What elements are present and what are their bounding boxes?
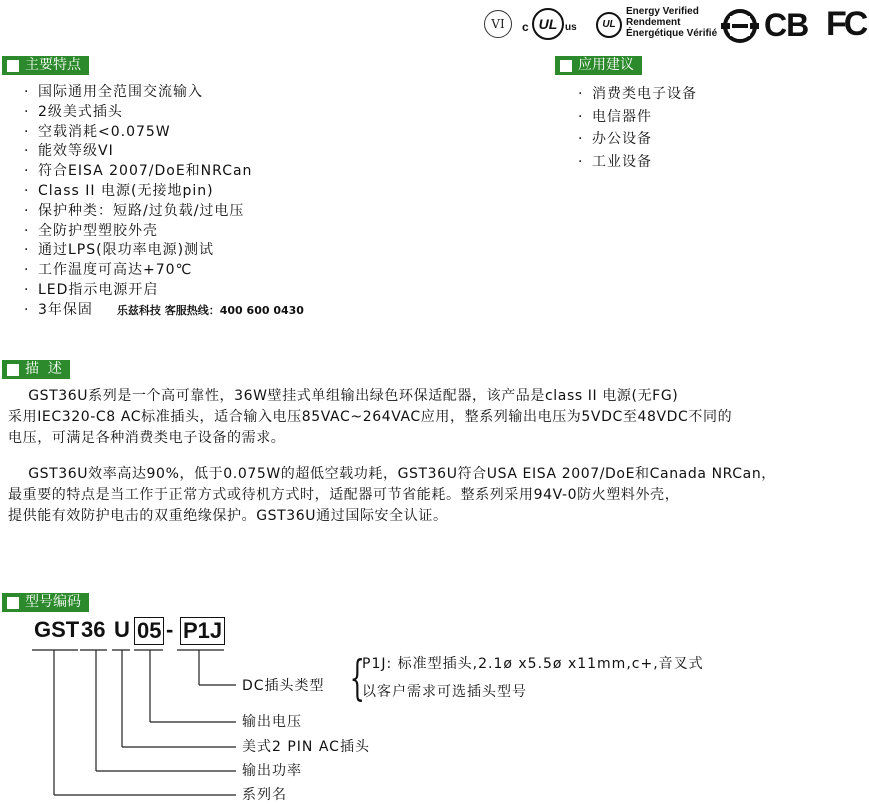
model-part-plug: U (114, 617, 130, 642)
feature-item: · LED指示电源开启 (24, 281, 159, 298)
ul-mark-logo (594, 8, 624, 38)
label-ac-plug: 美式2 PIN AC插头 (242, 739, 370, 755)
features-heading-label: 主要特点 (25, 57, 81, 73)
label-dc-plug-type: DC插头类型 (242, 678, 325, 694)
fcc-logo: FC (826, 5, 866, 43)
model-part-power: 36 (81, 617, 106, 642)
application-item: · 消费类电子设备 (578, 86, 697, 102)
model-heading-label: 型号编码 (25, 594, 81, 610)
features-heading (2, 56, 89, 75)
label-series-name: 系列名 (242, 787, 287, 803)
description-line: GST36U效率高达90%，低于0.075W的超低空载功耗，GST36U符合USA EISA 2007/DoE和Canada NRCan， (8, 466, 776, 482)
cb-logo: CB (764, 7, 809, 43)
feature-item: · Class II 电源(无接地pin) (24, 182, 214, 199)
cul-us-logo (522, 8, 588, 38)
energy-line-2: Rendement (626, 17, 681, 28)
applications-list (578, 83, 697, 173)
applications-heading (555, 56, 642, 75)
description-line: 提供能有效防护电击的双重绝缘保护。GST36U通过国际安全认证。 (8, 508, 448, 524)
application-item: · 电信器件 (578, 108, 652, 125)
feature-item: · 3年保固 乐兹科技 客服热线：400 600 0430 (24, 301, 304, 318)
feature-item: · 通过LPS(限功率电源)测试 (24, 242, 215, 259)
feature-item: · 2级美式插头 (24, 103, 123, 120)
description-line: 电压，可满足各种消费类电子设备的需求。 (8, 430, 286, 446)
description-paragraph-1 (8, 386, 858, 449)
feature-item: · 工作温度可高达+70℃ (24, 262, 193, 279)
feature-item: · 保护种类：短路/过负载/过电压 (24, 202, 245, 219)
cul-c-text: c (522, 20, 529, 34)
applications-heading-label: 应用建议 (578, 57, 634, 73)
heading-square-icon (7, 364, 19, 376)
energy-verified-logo (626, 6, 722, 50)
model-code-connector-lines (0, 640, 360, 807)
model-part-dash: - (166, 617, 174, 642)
vi-efficiency-logo: VI (484, 10, 512, 38)
application-item: · 工业设备 (578, 153, 652, 170)
ul-small-circle-mark: UL (596, 12, 622, 38)
feature-item: · 国际通用全范围交流输入 (24, 84, 203, 100)
label-output-voltage: 输出电压 (242, 714, 302, 730)
heading-square-icon (7, 597, 19, 609)
customer-hotline: 乐兹科技 客服热线：400 600 0430 (116, 303, 304, 317)
features-list (24, 83, 304, 321)
energy-line-1: Energy Verified (626, 6, 699, 17)
model-part-series: GST (34, 617, 80, 642)
feature-item: · 空载消耗<0.075W (24, 123, 171, 140)
description-heading (2, 360, 70, 379)
description-line: 最重要的特点是当工作于正常方式或待机方式时，适配器可节省能耗。整系列采用94V-0防火塑料外壳， (8, 487, 680, 503)
model-part-dc-plug: P1J (180, 617, 225, 645)
application-item: · 办公设备 (578, 131, 652, 147)
description-line: 采用IEC320-C8 AC标准插头，适合输入电压85VAC~264VAC应用，整系列输出电压为5VDC至48VDC不同的 (8, 409, 733, 425)
model-heading (2, 593, 89, 612)
ccc-circle-logo (721, 7, 759, 45)
energy-line-3: Énergétique Vérifié (626, 28, 718, 39)
brace-symbol: { (349, 650, 365, 706)
model-part-voltage: 05 (134, 617, 164, 645)
label-plug-option-2: 以客户需求可选插头型号 (362, 684, 527, 700)
ul-circle-mark: UL (532, 8, 564, 40)
feature-item: · 能效等级VI (24, 143, 114, 160)
heading-square-icon (7, 60, 19, 72)
cul-us-text: us (565, 22, 577, 33)
description-line: GST36U系列是一个高可靠性，36W壁挂式单组输出绿色环保适配器，该产品是class II 电源(无FG) (8, 388, 679, 404)
feature-item: · 全防护型塑胶外壳 (24, 222, 158, 239)
description-heading-label: 描 述 (25, 361, 62, 377)
label-plug-option-1: P1J: 标准型插头,2.1ø x5.5ø x11mm,c+,音叉式 (362, 656, 704, 672)
label-output-power: 输出功率 (242, 763, 302, 779)
description-paragraph-2 (8, 464, 858, 527)
heading-square-icon (560, 60, 572, 72)
feature-item: · 符合EISA 2007/DoE和NRCan (24, 163, 253, 180)
